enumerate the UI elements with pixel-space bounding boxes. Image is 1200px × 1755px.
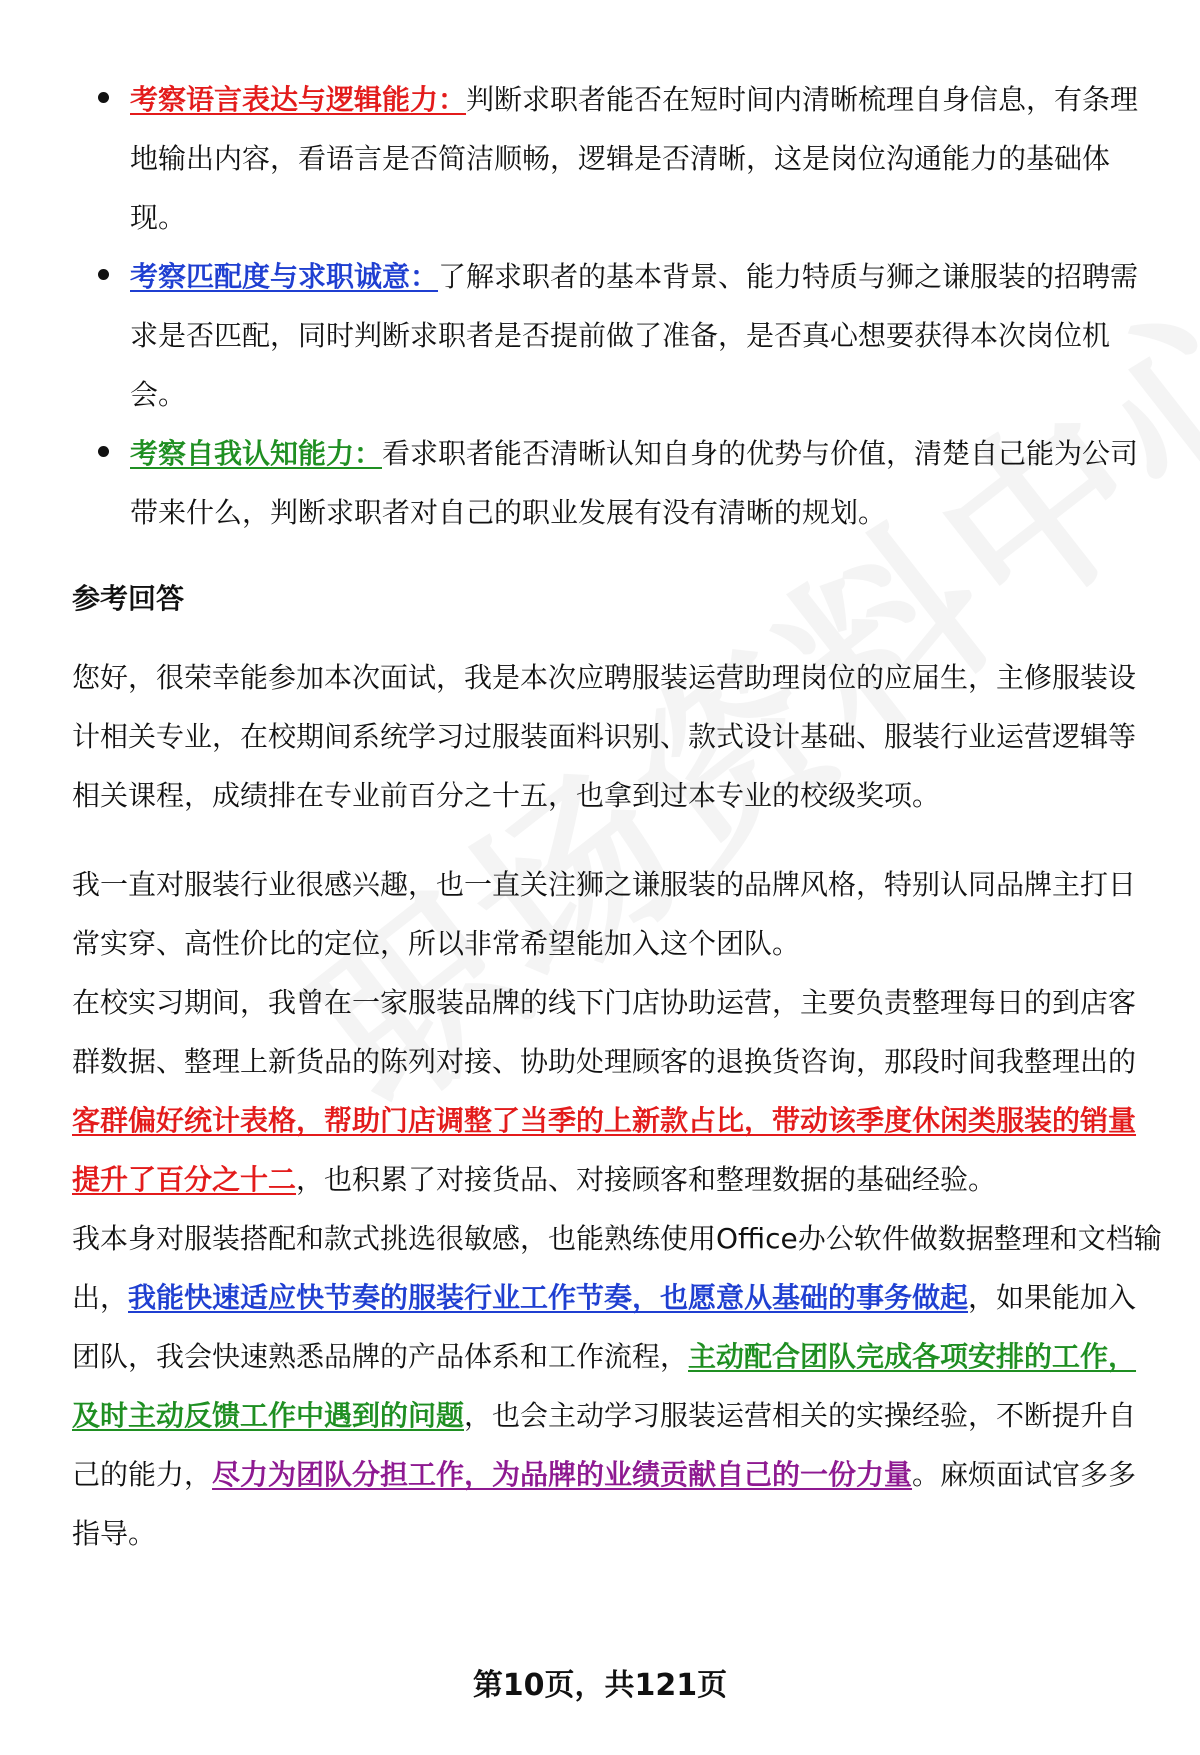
bullet-dot-icon <box>98 92 109 103</box>
bullet-label: 考察语言表达与逻辑能力： <box>130 83 467 116</box>
text-segment: 在校实习期间，我曾在一家服装品牌的线下门店协助运营，主要负责整理每日的到店客群数据、整理上新货品的陈列对接、协助处理顾客的退换货咨询，那段时间我整理出的 <box>72 986 1137 1078</box>
bullet-item-self-awareness <box>72 424 1162 542</box>
paragraph-gap <box>72 825 1162 855</box>
bullet-item-match <box>72 247 1162 424</box>
bullet-text: 判断求职者能否在短时间内清晰梳理自身信息，有条理地输出内容，看语言是否简洁顺畅，逻辑是否清晰，这是岗位沟通能力的基础体现。 <box>130 83 1139 234</box>
paragraph-internship <box>72 973 1162 1209</box>
page-number: 第10页，共121页 <box>472 1668 728 1703</box>
reference-answer <box>72 648 1162 1563</box>
bullet-label: 考察自我认知能力： <box>130 437 383 470</box>
paragraph-interest: 我一直对服装行业很感兴趣，也一直关注狮之谦服装的品牌风格，特别认同品牌主打日常实穿、高性价比的定位，所以非常希望能加入这个团队。 <box>72 868 1137 960</box>
bullet-text: 看求职者能否清晰认知自身的优势与价值，清楚自己能为公司带来什么，判断求职者对自己的职业发展有没有清晰的规划。 <box>130 437 1139 529</box>
text-segment: 。麻烦面试官多多指导。 <box>72 1458 1137 1550</box>
text-segment: ，也会主动学习服装运营相关的实操经验，不断提升自己的能力， <box>72 1399 1137 1491</box>
bullet-dot-icon <box>98 446 109 457</box>
highlight-red: 客群偏好统计表格，帮助门店调整了当季的上新款占比，带动该季度休闲类服装的销量提升了百分之十二 <box>72 1104 1137 1196</box>
assessment-list <box>72 70 1162 542</box>
paragraph-intro: 您好，很荣幸能参加本次面试，我是本次应聘服装运营助理岗位的应届生，主修服装设计相关专业，在校期间系统学习过服装面料识别、款式设计基础、服装行业运营逻辑等相关课程，成绩排在专业前百分之十五，也拿到过本专业的校级奖项。 <box>72 661 1137 812</box>
bullet-item-language <box>72 70 1162 247</box>
text-segment: ，如果能加入团队，我会快速熟悉品牌的产品体系和工作流程， <box>72 1281 1137 1373</box>
paragraph-skills <box>72 1209 1162 1563</box>
text-segment: 我本身对服装搭配和款式挑选很敏感，也能熟练使用Office办公软件做数据整理和文档输出， <box>72 1222 1162 1314</box>
highlight-green: 主动配合团队完成各项安排的工作，及时主动反馈工作中遇到的问题 <box>72 1340 1137 1432</box>
text-segment: ，也积累了对接货品、对接顾客和整理数据的基础经验。 <box>296 1163 997 1196</box>
highlight-blue: 我能快速适应快节奏的服装行业工作节奏，也愿意从基础的事务做起 <box>128 1281 969 1314</box>
section-title: 参考回答 <box>72 582 185 615</box>
highlight-purple: 尽力为团队分担工作，为品牌的业绩贡献自己的一份力量 <box>212 1458 913 1491</box>
bullet-label: 考察匹配度与求职诚意： <box>130 260 439 293</box>
bullet-text: 了解求职者的基本背景、能力特质与狮之谦服装的招聘需求是否匹配，同时判断求职者是否提前做了准备，是否真心想要获得本次岗位机会。 <box>130 260 1139 411</box>
bullet-dot-icon <box>98 269 109 280</box>
